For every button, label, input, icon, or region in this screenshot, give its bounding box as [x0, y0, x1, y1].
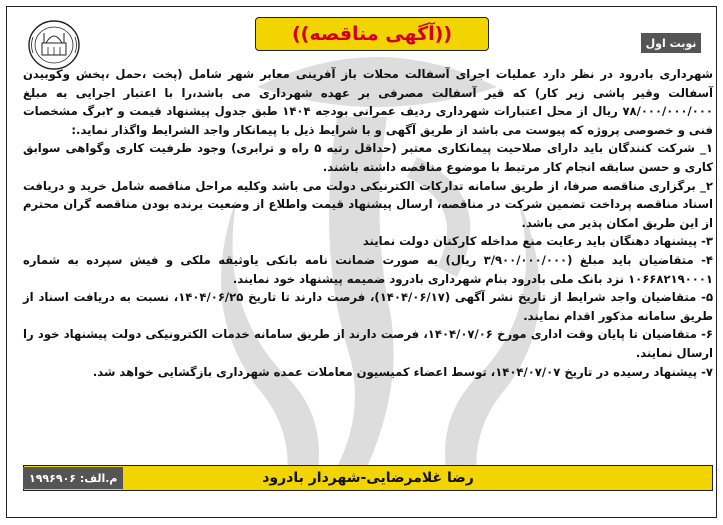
condition-item-2: ۲_ برگزاری مناقصه صرفا، از طریق سامانه تدارکات الکترنیکی دولت می باشد وکلیه مراحل مناقصه شامل خرید و دریافت اسناد مناقصه پرداخت تضمین شرکت در مناقصه، ارسال پیشنهاد قیمت واطلاع از وضعیت برنده بودن مناقصه گران محترم از این طریق امکان پذیر می باشد. [23, 178, 713, 230]
turn-badge [641, 33, 701, 53]
intro-paragraph: شهرداری بادرود در نظر دارد عملیات اجرای آسفالت محلات باز آفرینی معابر شهر شامل (پخت ،حمل ،پخش وکوبیدن آسفالت وقیر پاشی زیر کار) که قیر آسفالت مصرفی بر عهده شهرداری می باشد،را با اعتبار اجرایی به مبلغ ۷۸/۰۰۰/۰۰۰/۰۰۰ ریال از محل اعتبارات شهرداری ردیف عمرانی بودجه ۱۴۰۴ طبق جدول پیشنهاد قیمت و ۲برگ مشخصات فنی و خصوصی پروژه که پیوست می باشد از طریق آگهی و با شرایط ذیل با پیمانکار واجد الشرایط واگذار نماید.: [23, 67, 713, 137]
condition-item-7: ۷- پیشنهاد رسیده در تاریخ ۱۴۰۴/۰۷/۰۷، توسط اعضاء کمیسیون معاملات عمده شهرداری بازگشایی خواهد شد. [92, 364, 713, 379]
signature-banner [23, 465, 713, 491]
condition-item-1: ۱_ شرکت کنندگان باید دارای صلاحیت پیمانکاری معتبر (حداقل رتبه ۵ راه و ترابری) وجود ظرفیت کاری وگواهی سوابق کاری و حسن سابقه انجام کار مرتبط با موضوع مناقصه داشته باشند. [23, 141, 713, 174]
condition-item-6: ۶- متقاضیان تا پایان وقت اداری مورخ ۱۴۰۴/۰۷/۰۶، فرصت دارند از طریق سامانه خدمات الکترونیکی دولت پیشنهاد خود را ارسال نمایند. [23, 327, 713, 360]
turn-label: نوبت اول [645, 36, 697, 50]
notice-body [23, 65, 713, 381]
reference-number: م.الف: ۱۹۹۶۹۰۶ [29, 471, 118, 485]
signature-text: رضا غلامرضایی-شهردار بادرود [262, 470, 474, 486]
notice-frame [6, 6, 717, 518]
condition-item-4: ۴- متقاضیان باید مبلغ (۳/۹۰۰/۰۰۰/۰۰۰ ریال) به صورت ضمانت نامه بانکی یاوثیقه ملکی و فیش سپرده به شماره ۱۰۶۶۸۲۱۹۰۰۰۱ نزد بانک ملی بادرود بنام شهرداری بادرود ضمیمه پیشنهاد خود نمایند. [23, 252, 713, 286]
condition-item-3: ۳- پیشنهاد دهنگان باید رعایت منع مداخله کارکنان دولت نمایند [362, 234, 713, 249]
notice-title: ((آگهی مناقصه)) [291, 23, 452, 45]
notice-title-banner [255, 17, 489, 51]
municipality-seal-icon [27, 19, 81, 71]
condition-item-5: ۵- متقاضیان واجد شرایط از تاریخ نشر آگهی (۱۴۰۴/۰۶/۱۷)، فرصت دارند تا تاریخ ۱۴۰۴/۰۶/۲۵، نسبت به دریافت اسناد از طریق سامانه مذکور اقدام نمایند. [23, 290, 714, 323]
reference-badge [23, 467, 123, 489]
